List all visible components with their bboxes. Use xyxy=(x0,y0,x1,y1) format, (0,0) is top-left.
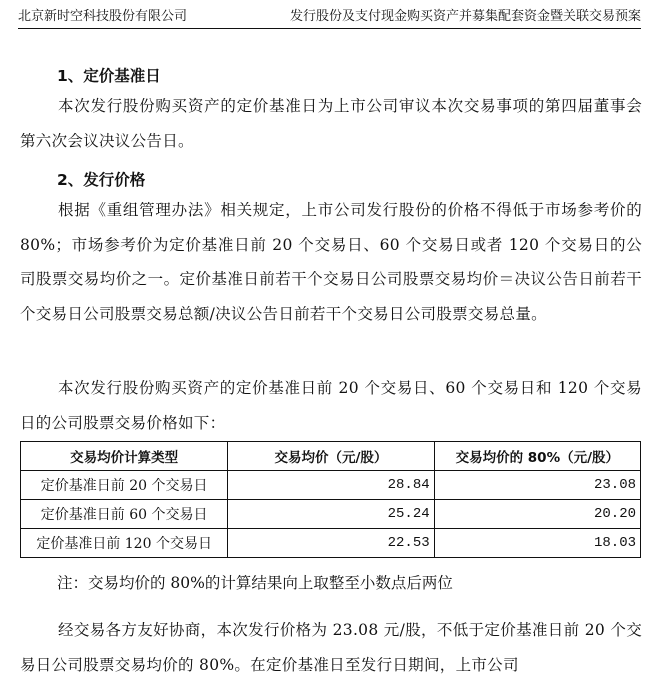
cell-80pct: 20.20 xyxy=(434,500,640,529)
table-row xyxy=(21,529,641,558)
section-heading-pricing-date: 1、定价基准日 xyxy=(57,67,161,85)
section-heading-issue-price: 2、发行价格 xyxy=(57,171,146,189)
cell-avg: 25.24 xyxy=(228,500,434,529)
table-header-row xyxy=(21,442,641,471)
page-header xyxy=(18,6,641,29)
cell-avg: 28.84 xyxy=(228,471,434,500)
price-table xyxy=(20,441,641,558)
paragraph-price-intro: 本次发行股份购买资产的定价基准日前 20 个交易日、60 个交易日和 120 个交易日的公司股票交易价格如下： xyxy=(20,379,642,432)
cell-80pct: 18.03 xyxy=(434,529,640,558)
paragraph-issue-price-rules: 根据《重组管理办法》相关规定，上市公司发行股份的价格不得低于市场参考价的 80%；市场参考价为定价基准日前 20 个交易日、60 个交易日或者 120 个交易日的公司股票交易均价之一。定价基准日前若干个交易日公司股票交易均价＝决议公告日前若干个交易日公司股票交易总额/决议公告日前若干个交易日公司股票交易总量。 xyxy=(20,201,642,323)
column-header-avg: 交易均价（元/股） xyxy=(228,442,434,471)
header-company: 北京新时空科技股份有限公司 xyxy=(18,9,188,24)
cell-type: 定价基准日前 60 个交易日 xyxy=(21,500,228,529)
column-header-type: 交易均价计算类型 xyxy=(21,442,228,471)
table-note: 注：交易均价的 80%的计算结果向上取整至小数点后两位 xyxy=(57,574,453,592)
cell-avg: 22.53 xyxy=(228,529,434,558)
cell-type: 定价基准日前 120 个交易日 xyxy=(21,529,228,558)
header-doc-title: 发行股份及支付现金购买资产并募集配套资金暨关联交易预案 xyxy=(289,9,641,24)
cell-type: 定价基准日前 20 个交易日 xyxy=(21,471,228,500)
paragraph-pricing-date: 本次发行股份购买资产的定价基准日为上市公司审议本次交易事项的第四届董事会第六次会议决议公告日。 xyxy=(20,97,642,150)
column-header-80pct: 交易均价的 80%（元/股） xyxy=(434,442,640,471)
table-row xyxy=(21,500,641,529)
paragraph-final-price: 经交易各方友好协商，本次发行价格为 23.08 元/股，不低于定价基准日前 20 个交易日公司股票交易均价的 80%。在定价基准日至发行日期间，上市公司 xyxy=(20,621,642,674)
table-row xyxy=(21,471,641,500)
cell-80pct: 23.08 xyxy=(434,471,640,500)
